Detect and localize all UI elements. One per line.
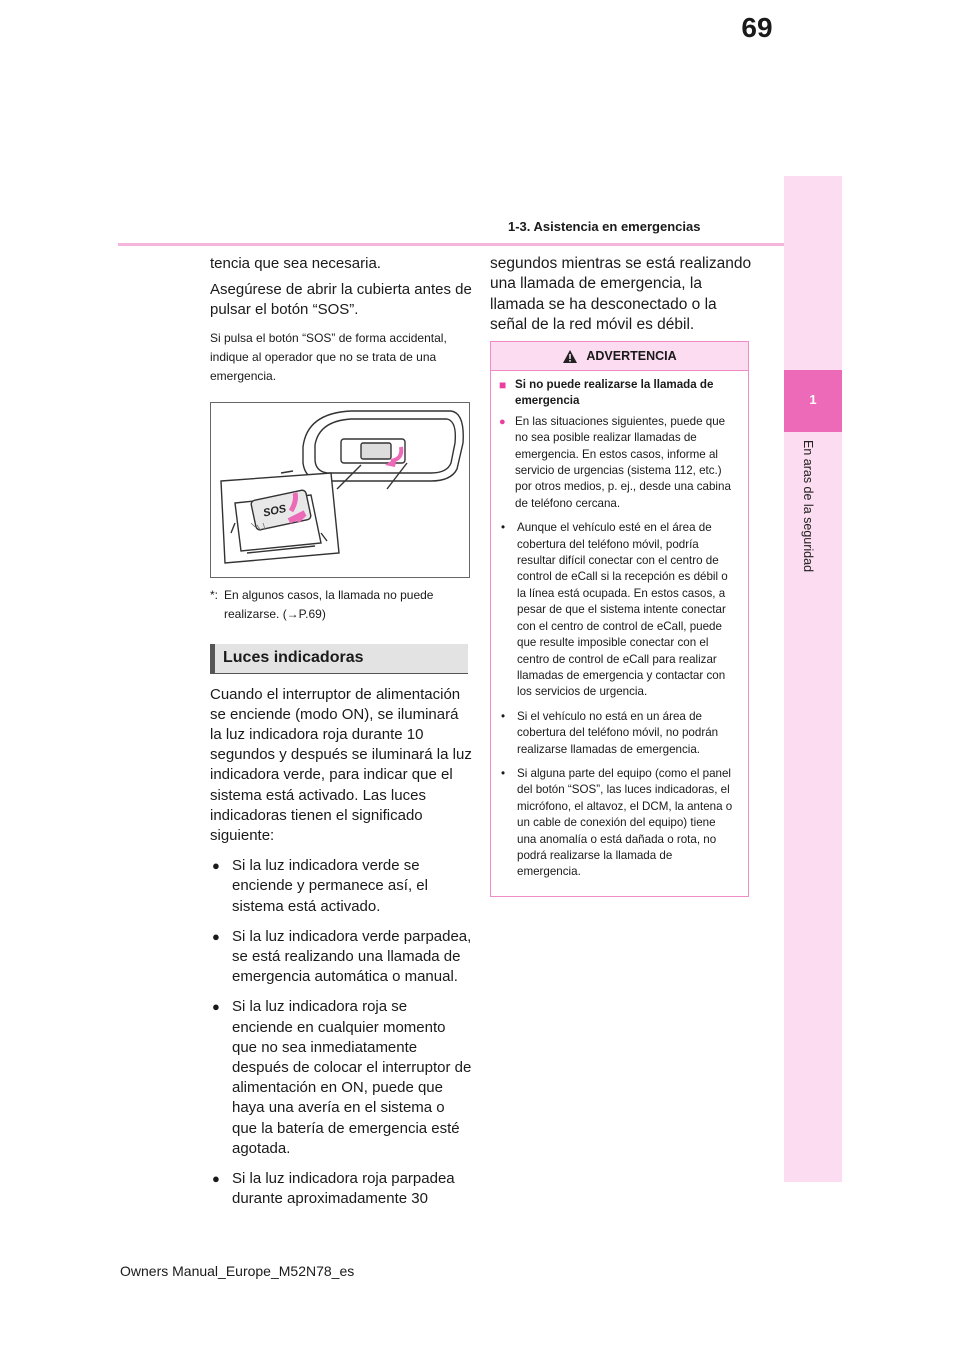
warning-intro-text: En las situaciones siguientes, puede que no sea posible realizar llamadas de emergencia. En estos casos, informe al servicio de urgencias (sistema 112, etc.) por otros medios, p. ej., desde una cabina de teléfono cercana. — [515, 414, 731, 510]
side-tab — [784, 176, 842, 1182]
list-item-text: Si la luz indicadora roja parpadea durante aproximadamente 30 — [232, 1170, 455, 1208]
warning-list-item-text: Aunque el vehículo esté en el área de cobertura del teléfono móvil, podría resultar difícil conectar con el centro de control de eCall si la recepción es débil o la línea está ocupada. En estos casos, a pesar de que el sistema intente conectar con el centro de control de eCall, puede que resulte imposible conectar con el centro de control de eCall para realizar llamadas de emergencia y contactar con los servicios de urgencia. — [517, 521, 728, 699]
list-item — [210, 1169, 472, 1209]
warning-subtitle-text: Si no puede realizarse la llamada de emergencia — [515, 378, 714, 408]
dot-bullet-icon: • — [501, 766, 506, 780]
bullet-icon: ● — [212, 1171, 220, 1187]
continuation-text: tencia que sea necesaria. — [210, 255, 381, 272]
list-item — [210, 856, 472, 917]
bullet-icon: ● — [212, 928, 220, 944]
list-item-text: Si la luz indicadora verde se enciende y permanece así, el sistema está activado. — [232, 857, 428, 915]
sos-button-illustration — [210, 402, 470, 578]
footnote — [210, 586, 472, 624]
warning-list-item-text: Si alguna parte del equipo (como el panel del botón “SOS”, las luces indicadoras, el micrófono, el altavoz, el DCM, la antena o un cable de conexión del equipo) tiene una anomalía o está dañada o rota, no podrá realizarse la llamada de emergencia. — [517, 766, 733, 879]
list-item-text: Si la luz indicadora roja se enciende en cualquier momento que no sea inmediatamente después de colocar el interruptor de alimentación en ON, puede que haya una avería en el sistema o que la batería de emergencia esté agotada. — [232, 998, 472, 1157]
sos-illustration-svg — [211, 403, 469, 577]
dot-bullet-icon: • — [501, 709, 506, 723]
dot-bullet-icon: • — [501, 521, 506, 535]
section-header: 1-3. Asistencia en emergencias — [508, 219, 701, 234]
list-item-text: Si la luz indicadora verde parpadea, se está realizando una llamada de emergencia automática o manual. — [232, 927, 472, 986]
footnote-mark: *: — [210, 587, 219, 602]
warning-list-item-text: Si el vehículo no está en un área de cobertura del teléfono móvil, no podrán realizarse llamadas de emergencia. — [517, 709, 719, 756]
instruction-text: Asegúrese de abrir la cubierta antes de pulsar el botón “SOS”. — [210, 281, 472, 319]
note-text: Si pulsa el botón “SOS” de forma accidental, indique al operador que no se trata de una emergencia. — [210, 330, 447, 383]
warning-subtitle — [499, 377, 738, 410]
side-tab-label: En aras de la seguridad — [801, 440, 815, 573]
warning-list-item — [499, 766, 738, 881]
continuation-text: segundos mientras se está realizando una llamada de emergencia, la llamada se ha desconectado o la señal de la red móvil es débil. — [490, 255, 752, 334]
warning-box — [490, 341, 749, 897]
warning-list-item — [499, 520, 738, 700]
warning-title: ADVERTENCIA — [586, 349, 677, 363]
warning-header — [491, 342, 748, 371]
footer-text: Owners Manual_Europe_M52N78_es — [120, 1263, 355, 1279]
square-bullet-icon: ■ — [499, 378, 507, 392]
circle-bullet-icon: ● — [499, 415, 506, 428]
sos-label: SOS — [262, 502, 288, 520]
intro-paragraph: Cuando el interruptor de alimentación se enciende (modo ON), se iluminará la luz indicadora roja durante 10 segundos y después se iluminará la luz indicadora verde, para indicar que el sistema está activado. Las luces indicadoras tienen el significado siguiente: — [210, 685, 472, 845]
list-item — [210, 997, 472, 1159]
bullet-icon: ● — [212, 858, 220, 874]
warning-intro — [499, 414, 738, 512]
warning-body — [491, 371, 748, 881]
section-heading — [210, 644, 468, 674]
left-column — [210, 254, 472, 1209]
bullet-icon: ● — [212, 999, 220, 1015]
section-heading-text: Luces indicadoras — [223, 649, 364, 667]
warning-list-item — [499, 709, 738, 758]
list-item — [210, 927, 472, 988]
footnote-text: En algunos casos, la llamada no puede realizarse. (→P.69) — [224, 587, 434, 621]
side-tab-number: 1 — [809, 392, 817, 407]
page-number: 69 — [741, 12, 773, 43]
right-column — [490, 254, 752, 336]
header-rule — [118, 243, 784, 246]
warning-triangle-icon — [562, 349, 578, 364]
